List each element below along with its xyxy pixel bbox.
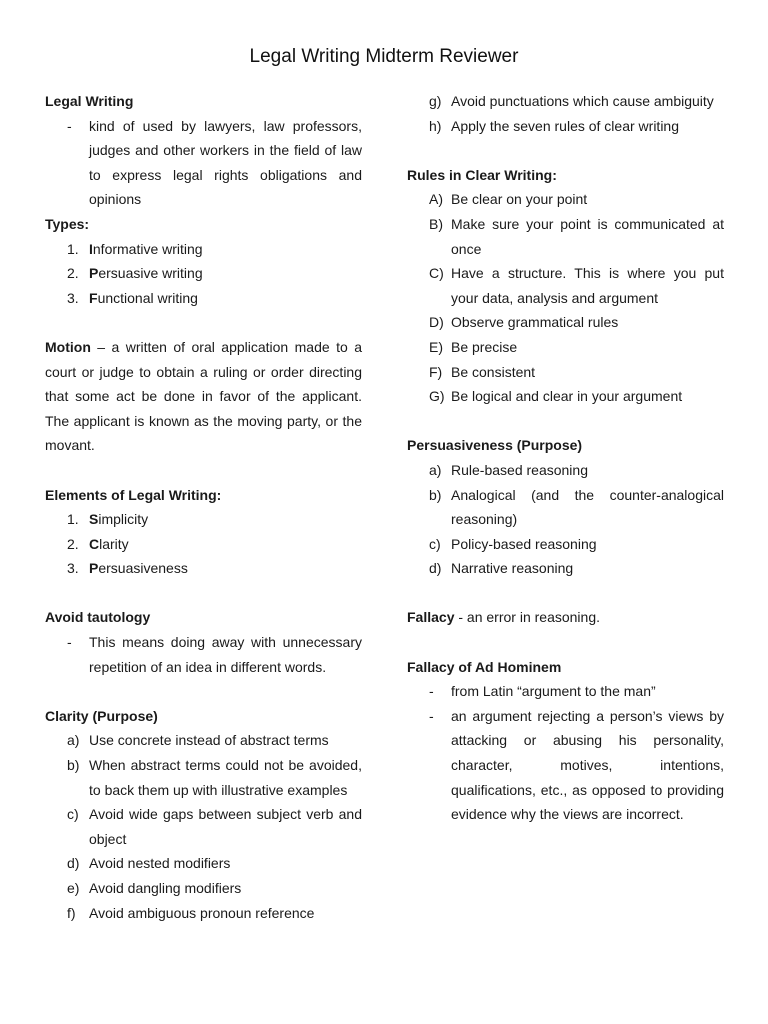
list-marker: - [67, 117, 72, 134]
list-marker: C) [429, 265, 444, 282]
list-item [45, 237, 362, 262]
clarity-heading: Clarity (Purpose) [45, 707, 158, 724]
list-marker: c) [429, 535, 441, 552]
list-marker: - [429, 707, 434, 724]
list-item [45, 630, 362, 679]
list-marker: 1. [67, 240, 79, 257]
list-item-text: Policy-based reasoning [451, 535, 597, 552]
list-marker: a) [429, 461, 442, 478]
list-item [45, 532, 362, 557]
list-item [407, 310, 724, 335]
list-item-text: Be precise [451, 338, 518, 355]
list-item [45, 728, 362, 753]
list-item-text: When abstract terms could not be avoided, to back them up with illustrative examples [89, 757, 362, 798]
list-item-text: an argument rejecting a person’s views by attacking or abusing his personality, character, motives, intentions, qualifications, etc., as opposed to providing evidence why the views are incorrect. [451, 707, 724, 823]
list-item-text: Apply the seven rules of clear writing [451, 117, 679, 134]
list-item-text: Persuasiveness [89, 560, 188, 577]
list-item [45, 286, 362, 311]
rules-heading: Rules in Clear Writing: [407, 166, 557, 183]
persuasiveness-heading: Persuasiveness (Purpose) [407, 437, 583, 454]
list-item-text: Be clear on your point [451, 191, 588, 208]
list-item-text: kind of used by lawyers, law professors, judges and other workers in the field of law to express legal rights obligations and opinions [89, 117, 362, 208]
tautology-heading: Avoid tautology [45, 609, 151, 626]
list-item [45, 851, 362, 876]
list-item [45, 261, 362, 286]
list-item-text: from Latin “argument to the man” [451, 683, 656, 700]
list-item-text: Make sure your point is communicated at once [451, 215, 724, 257]
fallacy-term: Fallacy [407, 609, 455, 626]
list-item [45, 556, 362, 581]
list-marker: D) [429, 314, 444, 331]
list-item [407, 187, 724, 212]
list-item-text: Avoid ambiguous pronoun reference [89, 904, 315, 921]
list-item-text: Analogical (and the counter-analogical reasoning) [451, 486, 724, 528]
types-heading: Types: [45, 215, 90, 232]
list-item-text: Avoid punctuations which cause ambiguity [451, 93, 714, 109]
list-marker: - [429, 683, 434, 700]
list-marker: a) [67, 732, 80, 749]
legal-writing-heading: Legal Writing [45, 93, 134, 109]
list-item-text: Functional writing [89, 289, 198, 306]
list-item-text: Avoid nested modifiers [89, 855, 231, 872]
list-marker: A) [429, 191, 443, 208]
list-item [45, 753, 362, 802]
list-item-text: Persuasive writing [89, 265, 203, 282]
list-marker: g) [429, 93, 442, 109]
list-item-text: Use concrete instead of abstract terms [89, 732, 329, 749]
list-item [407, 458, 724, 483]
list-marker: E) [429, 338, 443, 355]
list-item-text: Have a structure. This is where you put your data, analysis and argument [451, 265, 724, 306]
list-marker: 2. [67, 535, 79, 552]
list-item [407, 483, 724, 532]
list-item [407, 532, 724, 557]
list-marker: G) [429, 388, 445, 405]
list-item-text: Clarity [89, 535, 129, 552]
list-marker: 1. [67, 511, 79, 528]
list-item [407, 261, 724, 310]
list-item-text: Informative writing [89, 240, 203, 257]
list-item [407, 704, 724, 827]
list-item-text: Be logical and clear in your argument [451, 388, 683, 405]
list-marker: d) [429, 560, 442, 577]
list-item [407, 384, 724, 409]
list-item [407, 556, 724, 581]
left-column [45, 89, 362, 925]
list-item-text: Simplicity [89, 511, 149, 528]
list-marker: 3. [67, 289, 79, 306]
list-item-text: Be consistent [451, 363, 536, 380]
list-marker: f) [67, 904, 76, 921]
list-item [407, 89, 724, 114]
motion-term: Motion [45, 338, 91, 355]
list-item-text: This means doing away with unnecessary repetition of an idea in different words. [89, 634, 362, 675]
list-marker: h) [429, 117, 442, 134]
motion-definition: Motion – a written of oral application made to a court or judge to obtain a ruling or order directing that some act be done in favor of the applicant. The applicant is known as the moving party, or the movant. [45, 338, 362, 454]
right-column [407, 89, 724, 827]
list-marker: e) [67, 880, 80, 896]
list-marker: d) [67, 855, 80, 872]
list-item [45, 876, 362, 901]
list-item [45, 114, 362, 212]
list-item [407, 335, 724, 360]
fallacy-definition: Fallacy - an error in reasoning. [407, 609, 601, 626]
list-item [407, 679, 724, 704]
ad-hominem-heading: Fallacy of Ad Hominem [407, 658, 562, 675]
list-item [407, 360, 724, 385]
elements-heading: Elements of Legal Writing: [45, 486, 222, 503]
list-item [407, 114, 724, 139]
list-marker: F) [429, 363, 443, 380]
list-marker: b) [429, 486, 442, 503]
list-item [45, 507, 362, 532]
list-marker: B) [429, 215, 443, 232]
list-item [45, 901, 362, 926]
list-marker: - [67, 634, 72, 651]
list-marker: c) [67, 806, 79, 823]
page-title: Legal Writing Midterm Reviewer [249, 46, 519, 67]
list-marker: 3. [67, 560, 79, 577]
list-item-text: Avoid wide gaps between subject verb and object [89, 806, 362, 847]
list-marker: 2. [67, 265, 79, 282]
list-item [45, 802, 362, 851]
list-item-text: Rule-based reasoning [451, 461, 588, 478]
list-item-text: Observe grammatical rules [451, 314, 619, 331]
list-item [407, 212, 724, 261]
list-marker: b) [67, 757, 80, 774]
list-item-text: Avoid dangling modifiers [89, 880, 242, 896]
list-item-text: Narrative reasoning [451, 560, 574, 577]
